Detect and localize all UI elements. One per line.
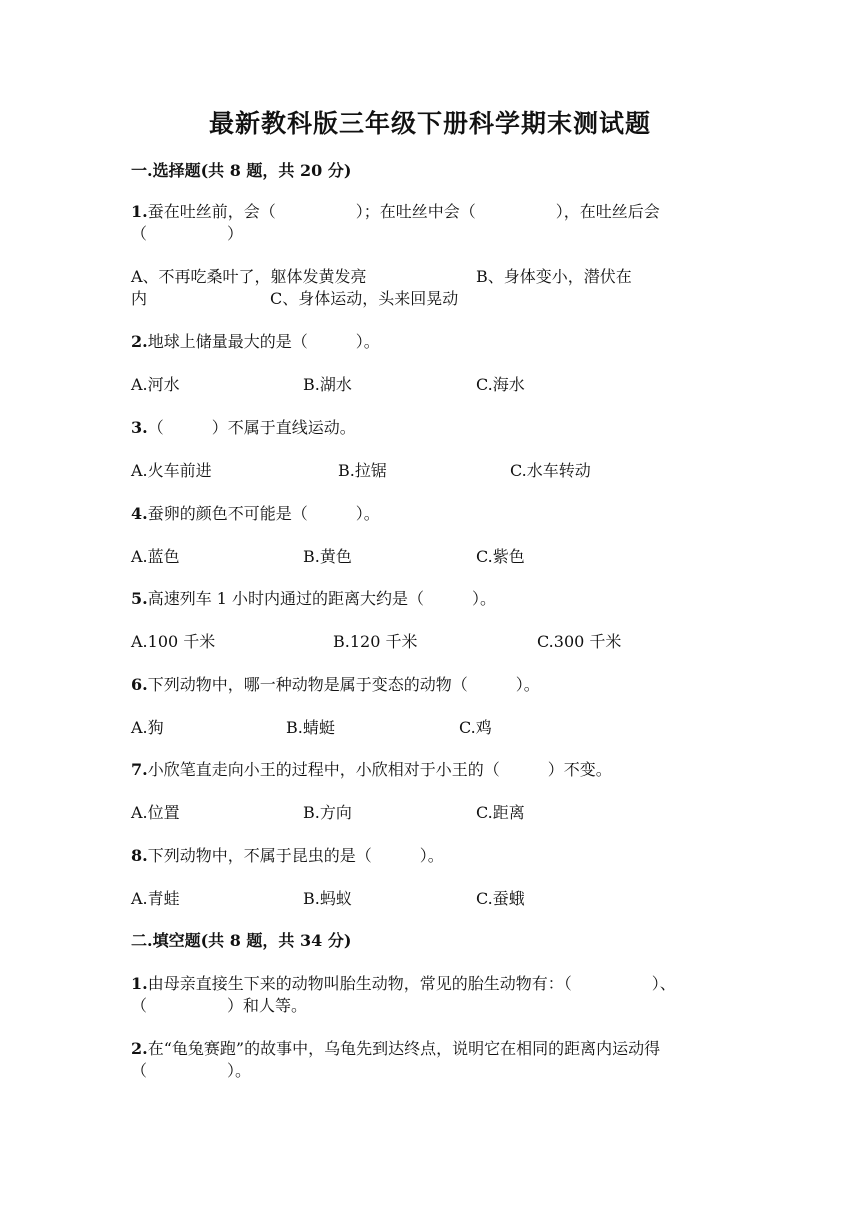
page-title: 最新教科版三年级下册科学期末测试题 [208, 109, 651, 138]
fill-question-2 [131, 1038, 660, 1060]
question-text: 下列动物中，不属于昆虫的是（ ）。 [147, 846, 444, 865]
question-text: 在“龟兔赛跑”的故事中，乌龟先到达终点，说明它在相同的距离内运动得 [147, 1039, 661, 1058]
question-1-line-2: （ ） [131, 224, 244, 243]
question-number: 5. [131, 589, 148, 608]
option-c: C.蚕蛾 [476, 889, 525, 908]
question-1 [131, 201, 660, 223]
option-b: B.黄色 [303, 547, 352, 566]
question-text: 下列动物中，哪一种动物是属于变态的动物（ ）。 [147, 675, 540, 694]
option-c: C.海水 [476, 375, 525, 394]
section-heading-choice: 一.选择题(共 8 题，共 20 分) [131, 161, 352, 180]
option-b-continued: 内 [131, 289, 148, 308]
option-b: B.120 千米 [333, 632, 418, 651]
option-c: C.水车转动 [510, 461, 591, 480]
question-number: 7. [131, 760, 148, 779]
option-a: A.位置 [131, 803, 180, 822]
option-a: A.火车前进 [131, 461, 212, 480]
question-text: 蚕在吐丝前，会（ ）；在吐丝中会（ ），在吐丝后会 [147, 202, 660, 221]
option-c: C.紫色 [476, 547, 525, 566]
fill-question-2-line-2: （ ）。 [131, 1061, 252, 1080]
option-c: C.距离 [476, 803, 525, 822]
question-6 [131, 674, 540, 696]
question-3 [131, 417, 356, 439]
section-heading-fill-blank: 二.填空题(共 8 题，共 34 分) [131, 931, 352, 950]
question-8 [131, 845, 444, 867]
option-b: B.蜻蜓 [286, 718, 335, 737]
option-b: B.方向 [303, 803, 352, 822]
option-a: A.蓝色 [131, 547, 180, 566]
question-text: 高速列车 1 小时内通过的距离大约是（ ）。 [147, 589, 497, 608]
question-7 [131, 759, 612, 781]
question-number: 8. [131, 846, 148, 865]
question-5 [131, 588, 496, 610]
question-number: 4. [131, 504, 148, 523]
question-text: （ ）不属于直线运动。 [147, 418, 356, 437]
option-c: C、身体运动，头来回晃动 [270, 289, 459, 308]
option-a: A.狗 [131, 718, 164, 737]
question-number: 2. [131, 332, 148, 351]
option-a: A.河水 [131, 375, 180, 394]
question-text: 地球上储量最大的是（ ）。 [147, 332, 380, 351]
option-b: B.蚂蚁 [303, 889, 352, 908]
question-text: 由母亲直接生下来的动物叫胎生动物，常见的胎生动物有：（ ）、 [147, 974, 676, 993]
option-c: C.鸡 [459, 718, 492, 737]
option-b: B.拉锯 [338, 461, 387, 480]
fill-question-1 [131, 973, 676, 995]
question-4 [131, 503, 380, 525]
option-b: B、身体变小，潜伏在 [476, 267, 632, 286]
option-c: C.300 千米 [537, 632, 622, 651]
option-b: B.湖水 [303, 375, 352, 394]
question-number: 2. [131, 1039, 148, 1058]
question-2 [131, 331, 380, 353]
question-text: 小欣笔直走向小王的过程中，小欣相对于小王的（ ）不变。 [147, 760, 612, 779]
question-number: 3. [131, 418, 148, 437]
question-number: 1. [131, 202, 148, 221]
fill-question-1-line-2: （ ）和人等。 [131, 996, 308, 1015]
question-number: 6. [131, 675, 148, 694]
question-number: 1. [131, 974, 148, 993]
option-a: A.100 千米 [131, 632, 216, 651]
option-a: A、不再吃桑叶了，躯体发黄发亮 [131, 267, 367, 286]
question-text: 蚕卵的颜色不可能是（ ）。 [147, 504, 380, 523]
option-a: A.青蛙 [131, 889, 180, 908]
